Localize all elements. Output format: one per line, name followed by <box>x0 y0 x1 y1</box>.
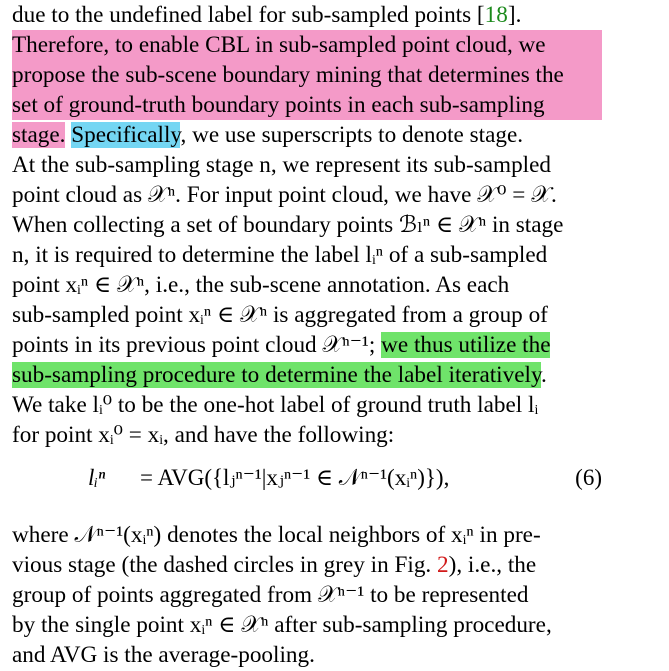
text-line-4 <box>12 90 602 120</box>
text-line-8 <box>12 210 602 240</box>
highlight-blue: Specifically <box>71 122 181 148</box>
highlight-pink: stage. <box>12 122 66 148</box>
text-line-19 <box>12 610 602 640</box>
text-line-6 <box>12 150 602 180</box>
text-line-12 <box>12 330 602 360</box>
text-line-13 <box>12 360 602 390</box>
text-segment: points in its previous point cloud 𝒳ⁿ⁻¹; <box>12 332 382 358</box>
text-segment: point cloud as 𝒳ⁿ. For input point cloud, we have 𝒳⁰ = 𝒳. <box>12 182 557 208</box>
text-line-11 <box>12 300 602 330</box>
text-line-15 <box>12 420 602 450</box>
text-segment: At the sub-sampling stage n, we represent its sub-sampled <box>12 152 551 178</box>
text-segment: n, it is required to determine the label lᵢⁿ of a sub-sampled <box>12 242 548 268</box>
text-line-18 <box>12 580 602 610</box>
text-segment: . <box>541 362 547 388</box>
text-segment: ), i.e., the <box>448 552 537 578</box>
text-segment: by the single point xᵢⁿ ∈ 𝒳ⁿ after sub-sampling procedure, <box>12 612 552 638</box>
citation-link[interactable]: 18 <box>484 2 508 28</box>
text-segment: propose the sub-scene boundary mining that determines the <box>12 62 564 88</box>
text-line-3 <box>12 60 602 90</box>
text-line-10 <box>12 270 602 300</box>
text-line-7 <box>12 180 602 210</box>
text-segment: ]. <box>507 2 522 28</box>
text-line-1 <box>12 0 602 30</box>
text-line-2 <box>12 30 602 60</box>
text-line-17 <box>12 550 602 580</box>
highlight-green: we thus utilize the <box>381 332 551 358</box>
text-segment: sub-sampled point xᵢⁿ ∈ 𝒳ⁿ is aggregated from a group of <box>12 302 548 328</box>
text-segment: and AVG is the average-pooling. <box>12 642 315 668</box>
text-segment: due to the undefined label for sub-sampled points [ <box>12 2 485 28</box>
text-segment: for point xᵢ⁰ = xᵢ, and have the following: <box>12 422 395 448</box>
text-segment: vious stage (the dashed circles in grey in Fig. <box>12 552 438 578</box>
equation-rhs: = AVG({lⱼⁿ⁻¹|xⱼⁿ⁻¹ ∈ 𝒩ⁿ⁻¹(xᵢⁿ)}), <box>140 465 450 490</box>
text-segment: Therefore, to enable CBL in sub-sampled point cloud, we <box>12 32 546 58</box>
equation-lhs: lᵢⁿ <box>88 465 106 490</box>
text-line-16 <box>12 520 602 550</box>
text-line-5 <box>12 120 602 150</box>
text-segment: , we use superscripts to denote stage. <box>180 122 524 148</box>
text-segment: set of ground-truth boundary points in each sub-sampling <box>12 92 545 118</box>
text-segment: We take lᵢ⁰ to be the one-hot label of ground truth label lᵢ <box>12 392 539 418</box>
text-segment: group of points aggregated from 𝒳ⁿ⁻¹ to be represented <box>12 582 529 608</box>
text-line-14 <box>12 390 602 420</box>
equation-6 <box>12 458 602 498</box>
equation-number: (6) <box>575 465 602 490</box>
text-line-20 <box>12 640 602 670</box>
text-line-9 <box>12 240 602 270</box>
figure-ref-link[interactable]: 2 <box>437 552 449 578</box>
text-segment: When collecting a set of boundary points ℬₗⁿ ∈ 𝒳ⁿ in stage <box>12 212 564 238</box>
text-segment: where 𝒩ⁿ⁻¹(xᵢⁿ) denotes the local neighbors of xᵢⁿ in pre- <box>12 522 541 548</box>
highlight-green: sub-sampling procedure to determine the label iteratively <box>12 362 542 388</box>
text-segment: point xᵢⁿ ∈ 𝒳ⁿ, i.e., the sub-scene annotation. As each <box>12 272 510 298</box>
